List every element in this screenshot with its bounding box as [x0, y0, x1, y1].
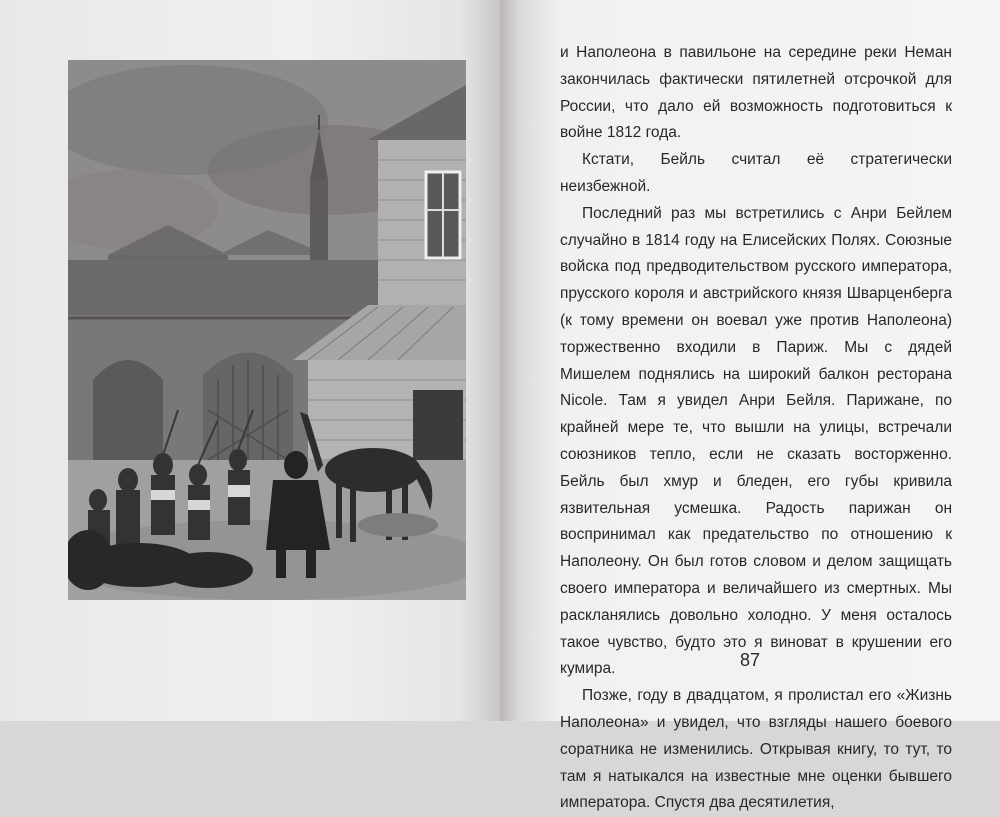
paragraph-3: Последний раз мы встретились с Анри Бейлем случайно в 1814 году на Елисейских Полях. Союзные войска под предводительством русского императора, прусского короля и австрийского князя Шварценберга (к тому времени он воевал уже против Наполеона) торжественно входили в Париж. Мы с дядей Мишелем поднялись на широкий балкон ресторана Nicole. Там я увидел Анри Бейля. Парижане, по крайней мере те, что вышли на улицы, встречали союзников тепло, если не сказать восторженно. Бейль был хмур и бледен, его губы кривила язвительная усмешка. Радость парижан он воспринимал как предательство по отношению к Наполеону. Он был готов словом и делом защищать своего императора и величайшего из смертных. Мы раскланялись довольно холодно. У меня осталось такое чувство, будто это я виноват в крушении его кумира. — [560, 204, 952, 678]
engraving-drawing — [68, 60, 466, 600]
paragraph-2: Кстати, Бейль считал её стратегически неизбежной. — [560, 151, 952, 195]
paragraph-1: и Наполеона в павильоне на середине реки Неман закончилась фактически пятилетней отсрочкой для России, что дало ей возможность подготовиться к войне 1812 года. — [560, 44, 952, 142]
left-page — [0, 0, 500, 721]
body-text — [560, 40, 952, 817]
engraving-illustration — [68, 60, 466, 600]
paragraph-4: Позже, году в двадцатом, я пролистал его «Жизнь Наполеона» и увидел, что взгляды нашего боевого соратника не изменились. Открывая книгу, то тут, то там я натыкался на известные мне оценки бывшего императора. Спустя два десятилетия, — [560, 687, 952, 812]
page-number: 87 — [739, 650, 761, 670]
